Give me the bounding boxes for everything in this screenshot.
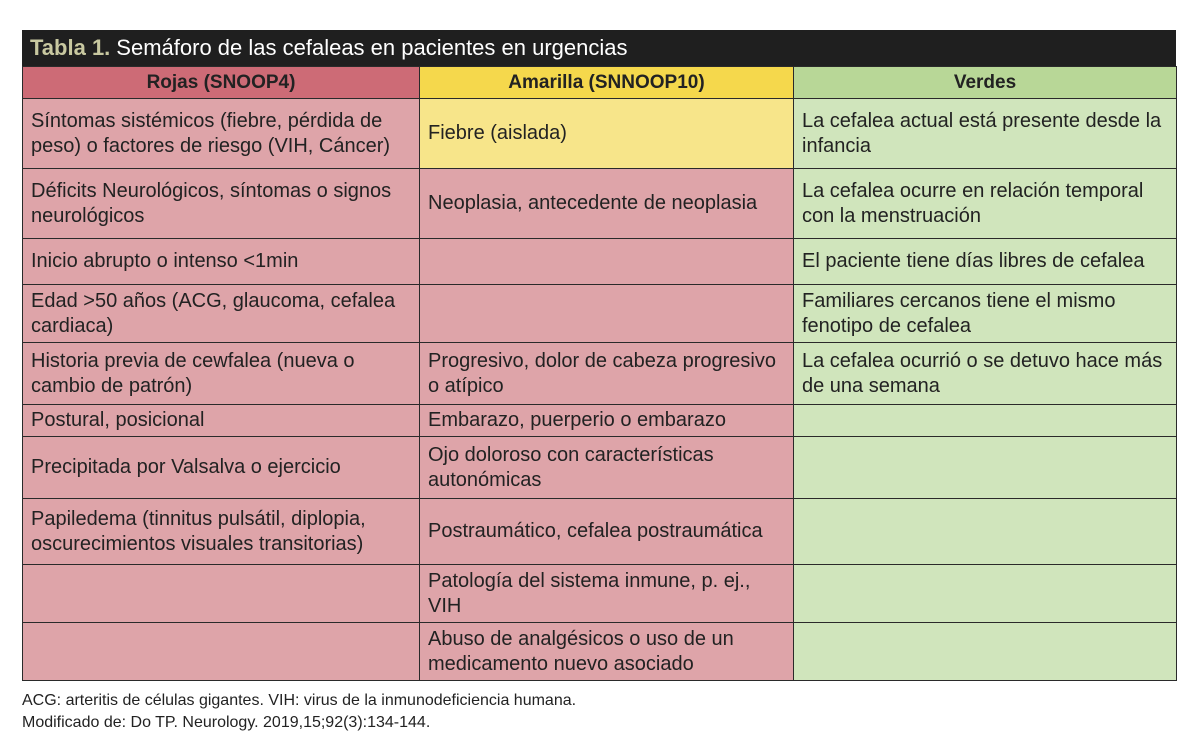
cell-yellow: Ojo doloroso con características autonómicas: [420, 437, 794, 499]
cell-red: Déficits Neurológicos, síntomas o signos neurológicos: [23, 169, 420, 239]
cell-green: [794, 499, 1177, 565]
cell-green: Familiares cercanos tiene el mismo fenotipo de cefalea: [794, 285, 1177, 343]
table-row: [23, 499, 1177, 565]
table-row: [23, 285, 1177, 343]
cell-yellow: [420, 285, 794, 343]
table-row: [23, 169, 1177, 239]
cell-red: Inicio abrupto o intenso <1min: [23, 239, 420, 285]
cell-green: El paciente tiene días libres de cefalea: [794, 239, 1177, 285]
cell-red: Papiledema (tinnitus pulsátil, diplopia, oscurecimientos visuales transitorias): [23, 499, 420, 565]
footnote-source: Modificado de: Do TP. Neurology. 2019,15;92(3):134-144.: [22, 714, 431, 731]
cell-green: La cefalea actual está presente desde la infancia: [794, 99, 1177, 169]
cell-red: Postural, posicional: [23, 405, 420, 437]
cell-green: [794, 623, 1177, 681]
cell-red: Síntomas sistémicos (fiebre, pérdida de peso) o factores de riesgo (VIH, Cáncer): [23, 99, 420, 169]
cell-green: La cefalea ocurre en relación temporal con la menstruación: [794, 169, 1177, 239]
cell-yellow: [420, 239, 794, 285]
table-row: [23, 565, 1177, 623]
cell-red: Historia previa de cewfalea (nueva o cambio de patrón): [23, 343, 420, 405]
table-row: [23, 623, 1177, 681]
table-row: [23, 239, 1177, 285]
table-footnotes: [22, 690, 576, 734]
header-green: Verdes: [794, 67, 1177, 99]
cell-yellow: Progresivo, dolor de cabeza progresivo o atípico: [420, 343, 794, 405]
headache-traffic-light-table: [22, 66, 1177, 681]
cell-yellow: Patología del sistema inmune, p. ej., VIH: [420, 565, 794, 623]
table-row: [23, 405, 1177, 437]
table-title: Semáforo de las cefaleas en pacientes en urgencias: [116, 35, 628, 60]
header-row: [23, 67, 1177, 99]
cell-yellow: Fiebre (aislada): [420, 99, 794, 169]
cell-red: Edad >50 años (ACG, glaucoma, cefalea cardiaca): [23, 285, 420, 343]
cell-red: [23, 623, 420, 681]
table-title-bar: [22, 30, 1176, 66]
cell-green: [794, 565, 1177, 623]
table-number: Tabla 1.: [30, 35, 111, 60]
cell-green: [794, 437, 1177, 499]
cell-yellow: Postraumático, cefalea postraumática: [420, 499, 794, 565]
table-row: [23, 343, 1177, 405]
cell-yellow: Abuso de analgésicos o uso de un medicamento nuevo asociado: [420, 623, 794, 681]
header-red: Rojas (SNOOP4): [23, 67, 420, 99]
cell-yellow: Neoplasia, antecedente de neoplasia: [420, 169, 794, 239]
header-yellow: Amarilla (SNNOOP10): [420, 67, 794, 99]
cell-green: [794, 405, 1177, 437]
cell-yellow: Embarazo, puerperio o embarazo: [420, 405, 794, 437]
table-container: [22, 30, 1176, 681]
table-row: [23, 437, 1177, 499]
cell-red: [23, 565, 420, 623]
footnote-abbreviations: ACG: arteritis de células gigantes. VIH: virus de la inmunodeficiencia humana.: [22, 692, 577, 709]
table-row: [23, 99, 1177, 169]
cell-red: Precipitada por Valsalva o ejercicio: [23, 437, 420, 499]
cell-green: La cefalea ocurrió o se detuvo hace más de una semana: [794, 343, 1177, 405]
